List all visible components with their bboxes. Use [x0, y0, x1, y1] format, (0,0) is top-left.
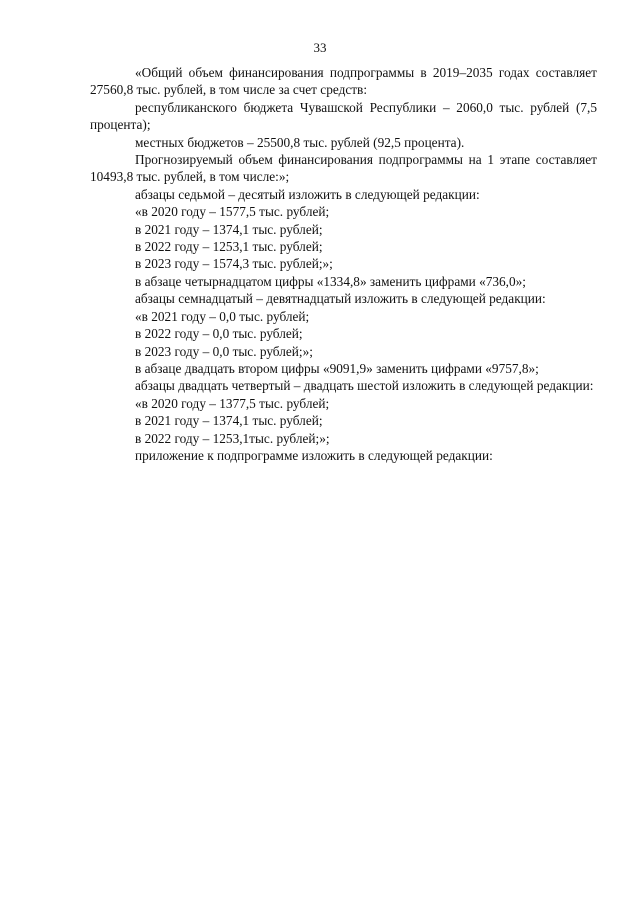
paragraph-year-2023: в 2023 году – 1574,3 тыс. рублей;»; [135, 256, 333, 272]
paragraph-year-2022: в 2022 году – 1253,1 тыс. рублей; [135, 239, 323, 255]
paragraph-amend-22: в абзаце двадцать втором цифры «9091,9» заменить цифрами «9757,8»; [135, 360, 539, 376]
paragraph-year-2022-zero: в 2022 году – 0,0 тыс. рублей; [135, 326, 303, 342]
paragraph-local-budgets: местных бюджетов – 25500,8 тыс. рублей (92,5 процента). [135, 134, 465, 150]
paragraph-appendix: приложение к подпрограмме изложить в следующей редакции: [135, 447, 493, 463]
paragraph-amend-14: в абзаце четырнадцатом цифры «1334,8» заменить цифрами «736,0»; [135, 273, 526, 289]
paragraph-year-2021: в 2021 году – 1374,1 тыс. рублей; [135, 221, 323, 237]
paragraph-year-2021-zero: «в 2021 году – 0,0 тыс. рублей; [135, 308, 310, 324]
paragraph-year-2023-zero: в 2023 году – 0,0 тыс. рублей;»; [135, 343, 313, 359]
paragraph-financing-total: «Общий объем финансирования подпрограммы в 2019–2035 годах составляет 27560,8 тыс. рублей, в том числе за счет средств: [90, 65, 597, 98]
paragraph-year-2021-b: в 2021 году – 1374,1 тыс. рублей; [135, 413, 323, 429]
paragraph-year-2020-b: «в 2020 году – 1377,5 тыс. рублей; [135, 395, 330, 411]
paragraph-amend-24-26: абзацы двадцать четвертый – двадцать шестой изложить в следующей редакции: [135, 378, 594, 394]
paragraph-republic-budget: республиканского бюджета Чувашской Республики – 2060,0 тыс. рублей (7,5 процента); [90, 99, 597, 133]
paragraph-year-2022-b: в 2022 году – 1253,1тыс. рублей;»; [135, 430, 330, 446]
page-number: 33 [313, 40, 327, 55]
paragraph-year-2020: «в 2020 году – 1577,5 тыс. рублей; [135, 204, 330, 220]
paragraph-amend-7-10: абзацы седьмой – десятый изложить в следующей редакции: [135, 186, 480, 202]
document-body [90, 64, 597, 464]
paragraph-amend-17-19: абзацы семнадцатый – девятнадцатый изложить в следующей редакции: [135, 291, 546, 307]
paragraph-forecast-stage-1: Прогнозируемый объем финансирования подпрограммы на 1 этапе составляет 10493,8 тыс. рублей, в том числе:»; [90, 152, 597, 185]
